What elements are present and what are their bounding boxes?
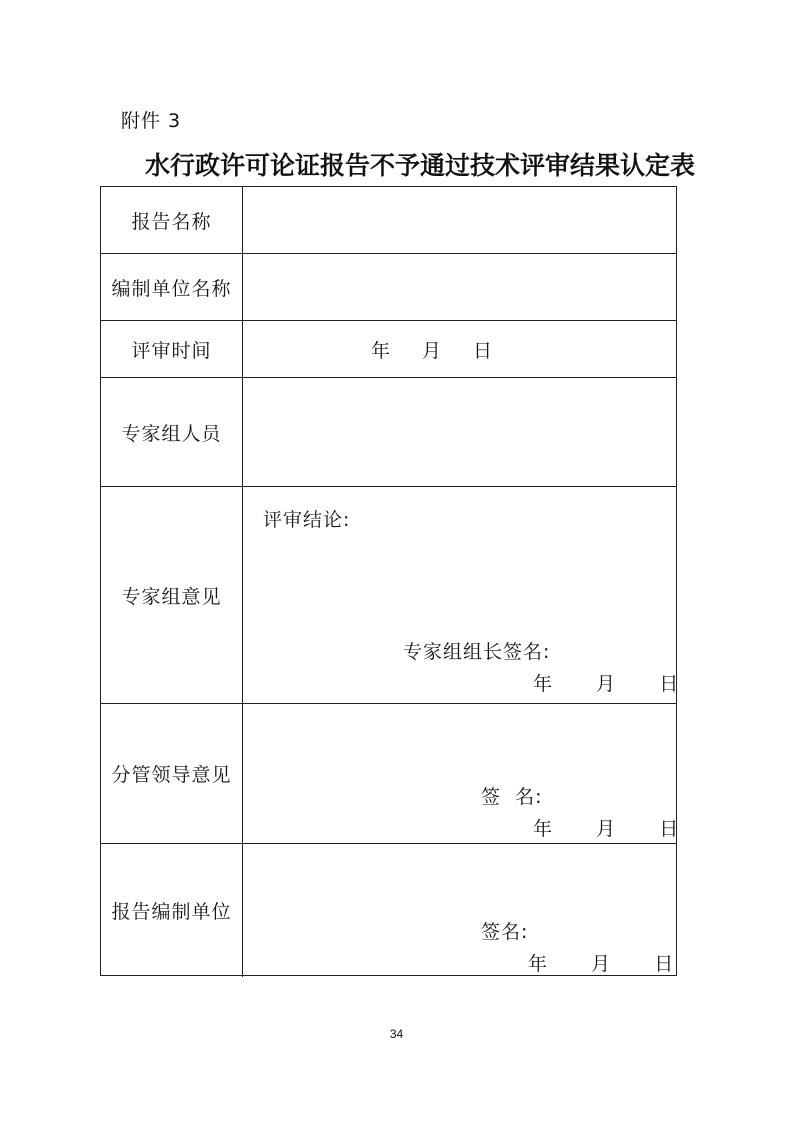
review-result-form <box>100 186 677 976</box>
conclusion-label: 评审结论: <box>263 509 351 531</box>
month-label: 月 <box>596 673 616 695</box>
row-compiler-name <box>101 254 676 321</box>
expert-opinion-field[interactable] <box>243 487 679 703</box>
compiler-name-field[interactable] <box>243 254 676 320</box>
month-label: 月 <box>596 818 616 840</box>
leader-signature-label: 签 名: <box>481 786 543 808</box>
compiler-unit-date <box>528 949 673 976</box>
leader-opinion-field[interactable] <box>243 704 679 843</box>
row-report-name <box>101 187 676 254</box>
review-time-field[interactable] <box>243 321 676 377</box>
year-label: 年 <box>528 953 548 975</box>
row-expert-opinion <box>101 487 679 704</box>
day-label: 日 <box>659 818 679 840</box>
year-label: 年 <box>533 818 553 840</box>
year-label: 年 <box>533 673 553 695</box>
day-label: 日 <box>473 339 493 362</box>
leader-opinion-date <box>533 814 678 841</box>
row-leader-opinion <box>101 704 679 844</box>
report-name-field[interactable] <box>243 187 676 253</box>
expert-opinion-label: 专家组意见 <box>101 487 243 703</box>
report-name-label: 报告名称 <box>101 187 243 253</box>
attachment-label: 附件 3 <box>121 110 182 132</box>
page-title: 水行政许可论证报告不予通过技术评审结果认定表 <box>145 151 696 180</box>
expert-opinion-date <box>533 669 678 696</box>
compiler-unit-label: 报告编制单位 <box>101 844 243 977</box>
page-number: 34 <box>389 1027 404 1041</box>
row-compiler-unit <box>101 844 676 977</box>
year-label: 年 <box>371 339 391 362</box>
review-time-label: 评审时间 <box>101 321 243 377</box>
compiler-unit-field[interactable] <box>243 844 676 977</box>
day-label: 日 <box>659 673 679 695</box>
leader-opinion-label: 分管领导意见 <box>101 704 243 843</box>
expert-members-field[interactable] <box>243 378 676 486</box>
compiler-signature-label: 签名: <box>481 921 529 943</box>
compiler-name-label: 编制单位名称 <box>101 254 243 320</box>
expert-members-label: 专家组人员 <box>101 378 243 486</box>
month-label: 月 <box>591 953 611 975</box>
row-expert-members <box>101 378 676 487</box>
day-label: 日 <box>654 953 674 975</box>
review-date <box>371 321 492 377</box>
month-label: 月 <box>422 339 442 362</box>
row-review-time <box>101 321 676 378</box>
expert-leader-signature-label: 专家组组长签名: <box>403 641 551 663</box>
